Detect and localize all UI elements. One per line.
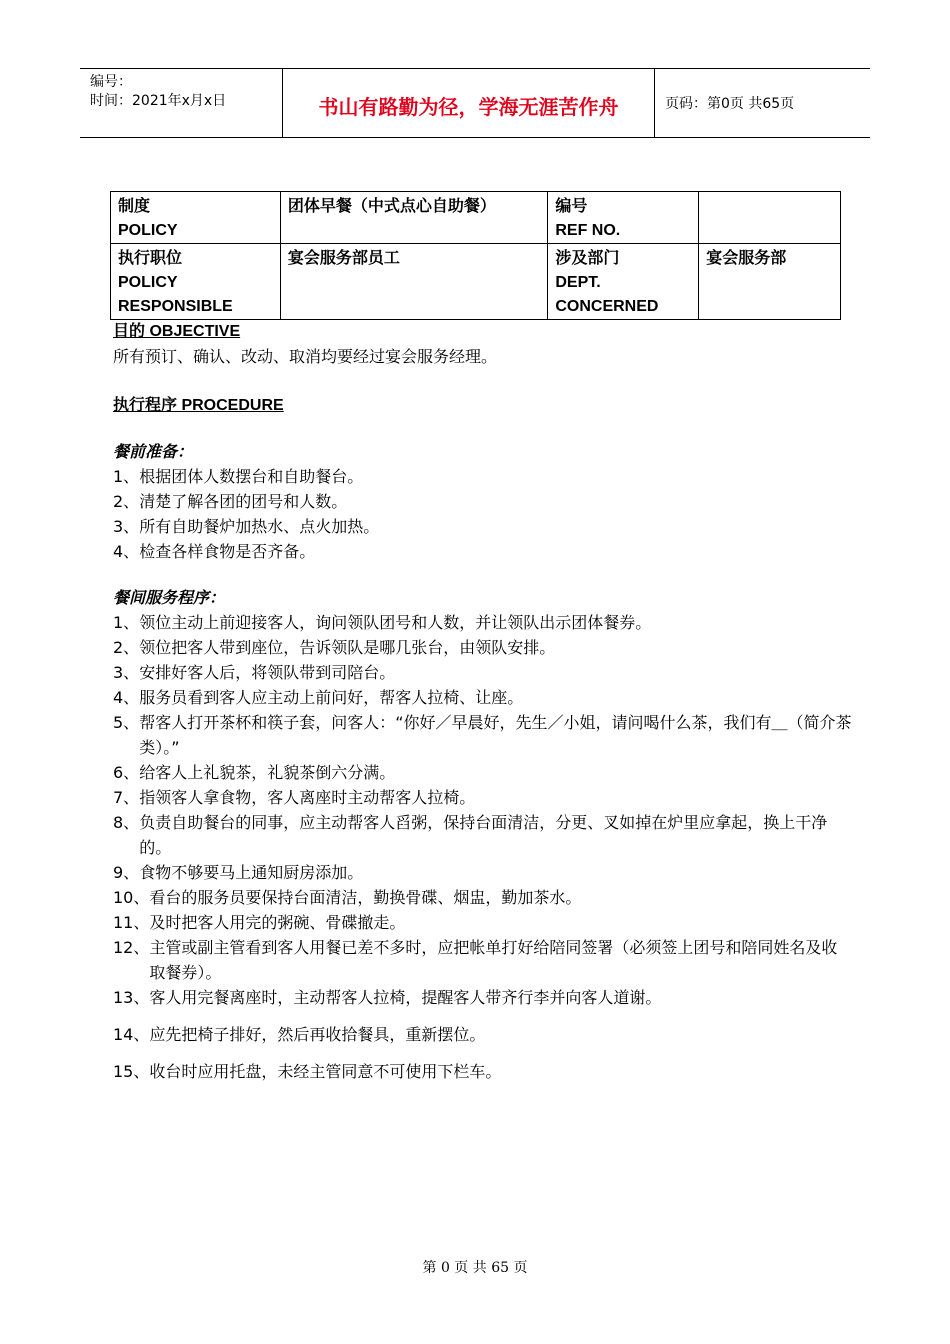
step-number: 7、 <box>113 788 140 807</box>
dept-label-en-2: CONCERNED <box>555 298 659 315</box>
policy-label-cell <box>111 192 281 244</box>
list-item <box>113 910 853 935</box>
step-text: 服务员看到客人应主动上前问好，帮客人拉椅、让座。 <box>139 688 524 707</box>
step-number: 14、 <box>113 1025 150 1044</box>
step-text: 食物不够要马上通知厨房添加。 <box>139 863 364 882</box>
ref-label-cell <box>548 192 699 244</box>
time-label: 时间：2021年x月x日 <box>90 93 227 109</box>
policy-label-en: POLICY <box>118 222 178 239</box>
resp-label-cn: 执行职位 <box>118 250 183 267</box>
ref-value-cell <box>699 192 841 244</box>
list-item <box>113 985 853 1010</box>
list-item <box>113 610 853 635</box>
list-item <box>113 464 853 489</box>
step-text: 领位主动上前迎接客人，询问领队团号和人数，并让领队出示团体餐券。 <box>139 613 652 632</box>
list-item <box>113 489 853 514</box>
step-number: 3、 <box>113 517 140 536</box>
step-number: 1、 <box>113 467 140 486</box>
header-page-info: 页码：第0页 共65页 <box>665 96 795 112</box>
step-text: 根据团体人数摆台和自助餐台。 <box>139 467 364 486</box>
step-text: 清楚了解各团的团号和人数。 <box>139 492 348 511</box>
before-meal-steps <box>113 464 853 564</box>
step-text: 指领客人拿食物，客人离座时主动帮客人拉椅。 <box>139 788 476 807</box>
step-number: 3、 <box>113 663 140 682</box>
list-item <box>113 635 853 660</box>
objective-text: 所有预订、确认、改动、取消均要经过宴会服务经理。 <box>113 347 498 366</box>
list-item <box>113 860 853 885</box>
list-item <box>113 514 853 539</box>
step-text: 给客人上礼貌茶，礼貌茶倒六分满。 <box>139 763 396 782</box>
policy-value: 团体早餐（中式点心自助餐） <box>287 198 496 215</box>
list-item <box>113 539 853 564</box>
list-item <box>113 1022 853 1047</box>
step-text: 帮客人打开茶杯和筷子套，问客人：“你好／早晨好，先生／小姐，请问喝什么茶，我们有＿（简介茶类）。” <box>139 713 852 757</box>
step-text: 看台的服务员要保持台面清洁，勤换骨碟、烟盅，勤加茶水。 <box>149 888 582 907</box>
step-text: 应先把椅子排好，然后再收拾餐具，重新摆位。 <box>149 1025 486 1044</box>
document-body <box>113 320 853 1084</box>
dept-label-en-1: DEPT. <box>555 274 601 291</box>
step-number: 12、 <box>113 938 150 957</box>
document-header <box>80 68 870 138</box>
step-number: 9、 <box>113 863 140 882</box>
list-item <box>113 710 853 760</box>
header-motto: 书山有路勤为径，学海无涯苦作舟 <box>283 69 655 137</box>
service-steps <box>113 610 853 1084</box>
table-row <box>111 192 841 244</box>
list-item <box>113 810 853 860</box>
policy-value-cell <box>280 192 547 244</box>
step-text: 收台时应用托盘，未经主管同意不可使用下栏车。 <box>149 1062 502 1081</box>
number-label: 编号： <box>90 74 132 90</box>
dept-value-cell <box>699 244 841 320</box>
step-text: 负责自助餐台的同事，应主动帮客人舀粥，保持台面清洁，分更、叉如掉在炉里应拿起，换上干净的。 <box>139 813 828 857</box>
step-number: 5、 <box>113 713 140 732</box>
policy-label-cn: 制度 <box>118 198 151 215</box>
step-number: 4、 <box>113 542 140 561</box>
list-item <box>113 935 853 985</box>
dept-label-cn: 涉及部门 <box>555 250 620 267</box>
objective-heading: 目的 OBJECTIVE <box>113 323 241 340</box>
step-text: 及时把客人用完的粥碗、骨碟撤走。 <box>149 913 406 932</box>
resp-value: 宴会服务部员工 <box>287 250 400 267</box>
step-text: 客人用完餐离座时，主动帮客人拉椅，提醒客人带齐行李并向客人道谢。 <box>149 988 662 1007</box>
resp-label-cell <box>111 244 281 320</box>
step-number: 11、 <box>113 913 150 932</box>
before-meal-title: 餐前准备： <box>113 442 194 461</box>
list-item <box>113 685 853 710</box>
table-row <box>111 244 841 320</box>
policy-info-table <box>110 191 841 320</box>
dept-value: 宴会服务部 <box>706 250 787 267</box>
step-text: 安排好客人后，将领队带到司陪台。 <box>139 663 396 682</box>
step-number: 6、 <box>113 763 140 782</box>
step-number: 2、 <box>113 638 140 657</box>
ref-label-cn: 编号 <box>555 198 588 215</box>
step-number: 1、 <box>113 613 140 632</box>
list-item <box>113 660 853 685</box>
step-text: 领位把客人带到座位，告诉领队是哪几张台，由领队安排。 <box>139 638 556 657</box>
step-number: 4、 <box>113 688 140 707</box>
service-title: 餐间服务程序： <box>113 588 226 607</box>
step-text: 所有自助餐炉加热水、点火加热。 <box>139 517 380 536</box>
step-text: 检查各样食物是否齐备。 <box>139 542 316 561</box>
list-item <box>113 1059 853 1084</box>
step-number: 15、 <box>113 1062 150 1081</box>
step-number: 13、 <box>113 988 150 1007</box>
resp-label-en-2: RESPONSIBLE <box>118 298 233 315</box>
list-item <box>113 785 853 810</box>
resp-value-cell <box>280 244 547 320</box>
list-item <box>113 760 853 785</box>
procedure-heading: 执行程序 PROCEDURE <box>113 397 284 414</box>
ref-label-en: REF NO. <box>555 222 621 239</box>
step-number: 8、 <box>113 813 140 832</box>
list-item <box>113 885 853 910</box>
step-number: 2、 <box>113 492 140 511</box>
page-footer: 第 0 页 共 65 页 <box>422 1260 528 1276</box>
dept-label-cell <box>548 244 699 320</box>
header-meta <box>80 69 283 137</box>
step-text: 主管或副主管看到客人用餐已差不多时，应把帐单打好给陪同签署（必须签上团号和陪同姓名及收取餐券）。 <box>149 938 838 982</box>
step-number: 10、 <box>113 888 150 907</box>
resp-label-en-1: POLICY <box>118 274 178 291</box>
